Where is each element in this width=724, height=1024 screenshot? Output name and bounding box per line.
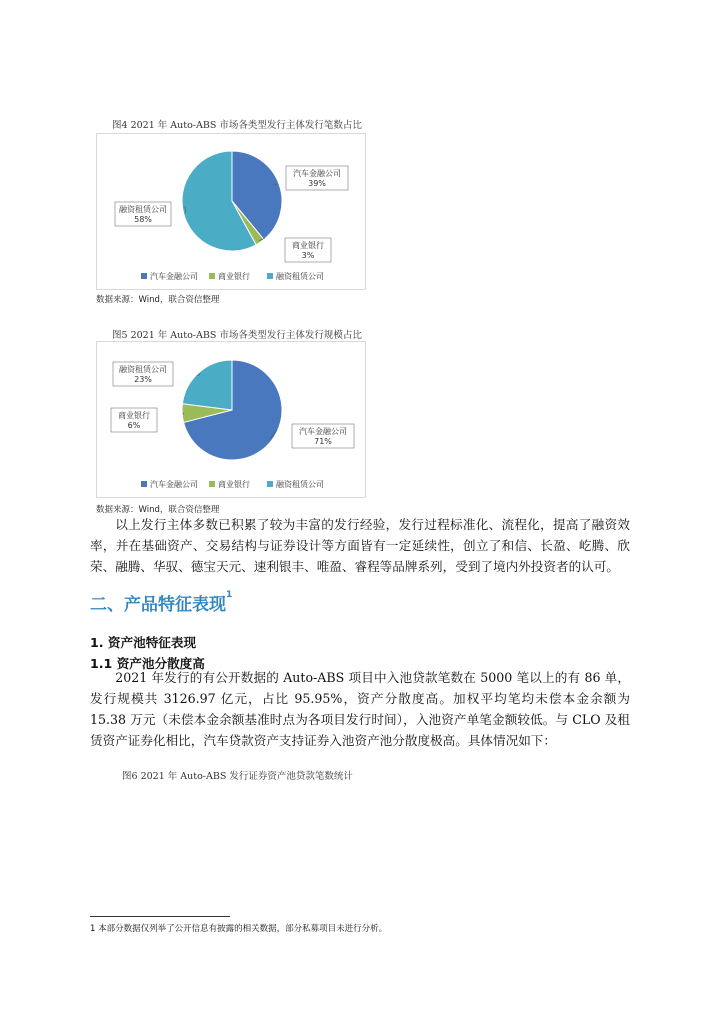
data-label-category: 商业银行	[292, 241, 324, 250]
figure6-caption: 图6 2021 年 Auto-ABS 发行证券资产池贷款笔数统计	[122, 771, 353, 782]
legend-entry: 融资租赁公司	[276, 480, 324, 489]
figure5-source: 数据来源：Wind，联合资信整理	[96, 505, 220, 515]
footnote-divider	[90, 916, 230, 917]
legend-swatch	[267, 273, 273, 279]
legend-swatch	[209, 481, 215, 487]
footnote-text: 1 本部分数据仅列举了公开信息有披露的相关数据，部分私募项目未进行分析。	[90, 924, 388, 934]
legend-swatch	[267, 481, 273, 487]
data-label-category: 商业银行	[118, 411, 150, 420]
data-label-value: 6%	[127, 421, 141, 430]
data-label-value: 71%	[314, 437, 332, 446]
data-label-category: 融资租赁公司	[119, 205, 167, 214]
figure4-pie-chart	[97, 134, 365, 289]
data-label-value: 23%	[134, 375, 152, 384]
data-label-category: 融资租赁公司	[119, 365, 167, 374]
data-label-category: 汽车金融公司	[299, 427, 347, 436]
section-title-text: 二、产品特征表现	[90, 595, 226, 615]
section-title	[90, 590, 232, 615]
paragraph-issuer-experience	[90, 514, 630, 577]
footnote-marker[interactable]: 1	[226, 590, 233, 600]
paragraph-asset-pool	[90, 667, 630, 751]
legend-entry: 融资租赁公司	[276, 272, 324, 281]
figure5-pie-chart	[97, 342, 365, 497]
figure5-chart	[96, 341, 366, 498]
data-label-category: 汽车金融公司	[293, 169, 341, 178]
legend-entry: 商业银行	[218, 480, 250, 489]
data-label-value: 58%	[134, 215, 152, 224]
legend-entry: 商业银行	[218, 272, 250, 281]
data-label-value: 39%	[308, 179, 326, 188]
pie-slice-3	[182, 360, 232, 410]
legend-swatch	[141, 273, 147, 279]
figure4-chart	[96, 133, 366, 290]
legend-swatch	[209, 273, 215, 279]
paragraph-text: 2021 年发行的有公开数据的 Auto-ABS 项目中入池贷款笔数在 5000 笔以上的有 86 单，发行规模共 3126.97 亿元，占比 95.95%，资产分散度高。加权平均笔均未偿本金余额为 15.38 万元（未偿本金余额基准时点为各项目发行时间），入池资产单笔金额较低。与 CLO 及租赁资产证券化相比，汽车贷款资产支持证券入池资产池分散度极高。具体情况如下：	[90, 670, 630, 748]
sub-heading-asset-pool: 1. 资产池特征表现	[90, 635, 197, 650]
figure4-caption: 图4 2021 年 Auto-ABS 市场各类型发行主体发行笔数占比	[112, 120, 362, 131]
legend-entry: 汽车金融公司	[150, 272, 198, 281]
sub-heading-dispersion: 1.1 资产池分散度高	[90, 656, 205, 671]
legend-entry: 汽车金融公司	[150, 480, 198, 489]
figure4-source: 数据来源：Wind，联合资信整理	[96, 295, 220, 305]
data-label-value: 3%	[301, 251, 315, 260]
figure5-caption: 图5 2021 年 Auto-ABS 市场各类型发行主体发行规模占比	[112, 330, 362, 341]
legend-swatch	[141, 481, 147, 487]
paragraph-text: 以上发行主体多数已积累了较为丰富的发行经验，发行过程标准化、流程化，提高了融资效率，并在基础资产、交易结构与证券设计等方面皆有一定延续性，创立了和信、长盈、屹腾、欣荣、融腾、华驭、德宝天元、速利银丰、唯盈、睿程等品牌系列，受到了境内外投资者的认可。	[90, 517, 630, 574]
